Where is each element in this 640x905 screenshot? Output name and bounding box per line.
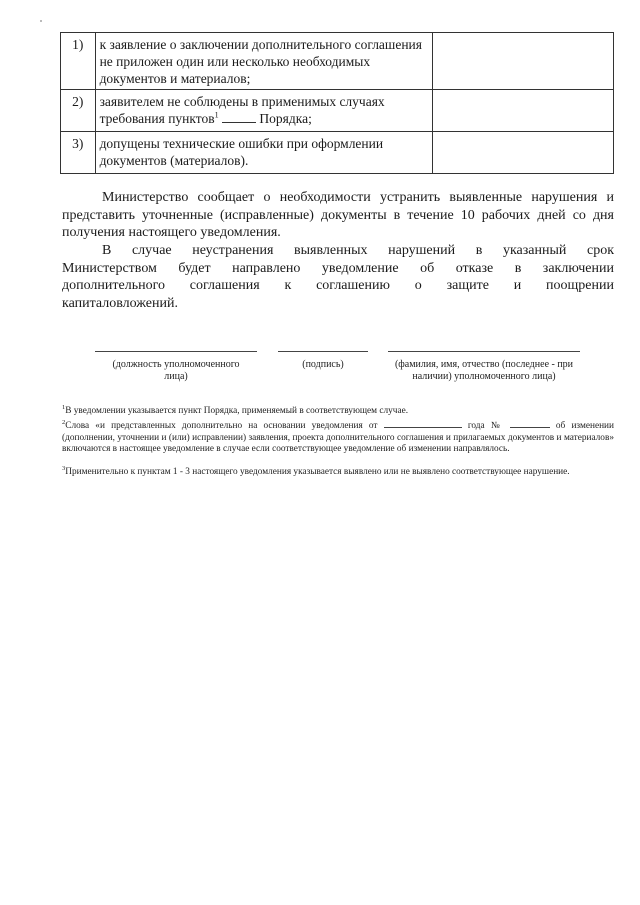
signature-caption-position: (должность уполномоченного лица) [112,359,240,382]
row-text [95,90,433,132]
violations-table [60,32,614,174]
footnote-mark: 2 [62,418,66,426]
row-number: 1) [61,33,96,90]
signature-caption-name: (фамилия, имя, отчество (последнее - при наличии) уполномоченного лица) [394,359,574,382]
footnote-text-b: года № [467,421,504,431]
paragraph-instructions: Министерство сообщает о необходимости устранить выявленные нарушения и представить уточненные (исправленные) документы в течение 10 рабочих дней со дня получения настоящего уведомления. [62,190,614,240]
table-row [61,90,614,132]
table-row [61,33,614,90]
footnote-ref: 1 [214,110,219,120]
signature-line-position [95,351,257,352]
row-number: 2) [61,90,96,132]
footnote-text-a: Слова «и представленных дополнительно на основании уведомления от [65,421,378,431]
row-text: допущены технические ошибки при оформлении документов (материалов). [95,132,433,174]
footnote-mark: 1 [62,403,66,411]
row-result-cell [433,90,614,132]
signature-line-name [388,351,580,352]
footnote-text: Применительно к пунктам 1 - 3 настоящего уведомления указывается выявлено или не выявлено соответствующее нарушение. [65,467,570,477]
footnote-3 [62,464,614,479]
fill-blank [222,111,256,123]
footnote-text-c: об изменении (дополнении, уточнении и (или) исправлении) заявления, проекта дополнительного соглашения и прилагаемых документов и материалов» включаются в настоящее уведомление в случае если соответствующее уведомление об изменении направлялось. [62,421,614,454]
signature-caption-signature: (подпись) [302,359,344,370]
row-text-before: заявителем не соблюдены в применимых случаях требования пунктов [99,94,385,126]
scan-speck [40,20,42,22]
fill-blank [384,419,462,428]
paragraph-refusal-warning: В случае неустранения выявленных нарушений в указанный срок Министерством будет направлено уведомление об отказе в заключении дополнительного соглашения к соглашению о защите и поощрении капиталовложений. [62,243,614,311]
footnote-2 [62,419,614,456]
row-text-after: Порядка; [259,111,312,126]
footnote-1 [62,403,614,418]
row-text: к заявление о заключении дополнительного соглашения не приложен один или несколько необходимых документов и материалов; [95,33,433,90]
table-row [61,132,614,174]
footnote-mark: 3 [62,464,66,472]
fill-blank [510,419,550,428]
row-number: 3) [61,132,96,174]
row-result-cell [433,132,614,174]
footnote-text: В уведомлении указывается пункт Порядка, применяемый в соответствующем случае. [65,406,409,416]
signature-line-signature [278,351,368,352]
row-result-cell [433,33,614,90]
